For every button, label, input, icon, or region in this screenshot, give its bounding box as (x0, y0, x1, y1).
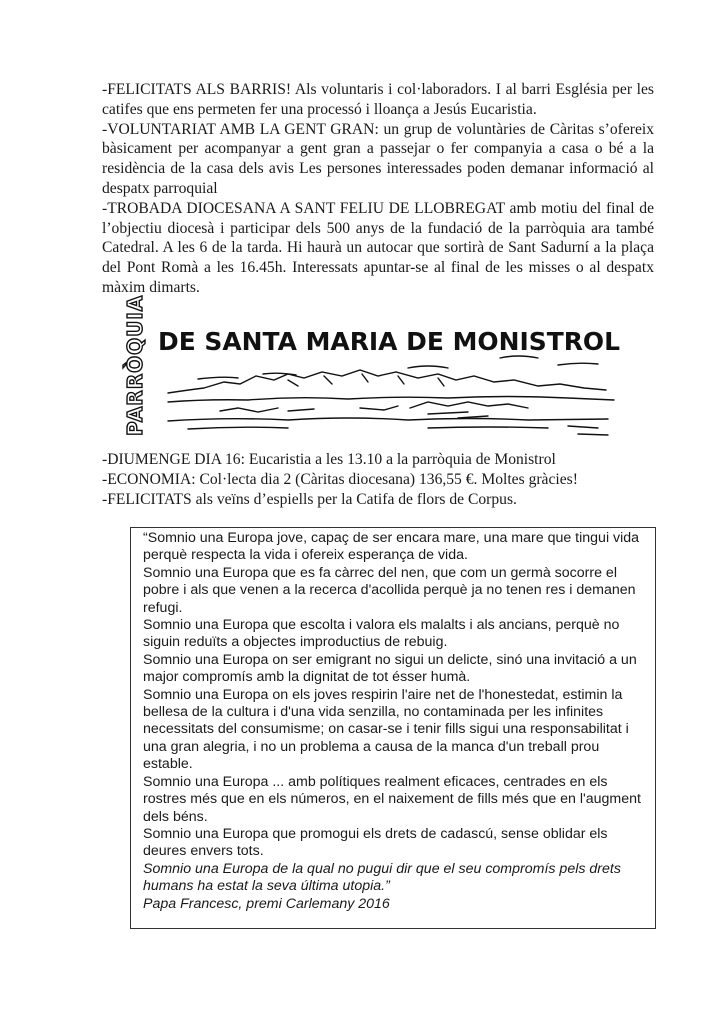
top-announcements (102, 80, 654, 298)
quote-paragraph: Somnio una Europa que escolta i valora els malalts i als ancians, perquè no siguin reduïts a objectes improductius de rebuig. (143, 617, 620, 651)
mountain-landscape-illustration (168, 356, 614, 435)
pope-quote-box (130, 527, 656, 929)
bottom-announcements (102, 450, 654, 509)
announcement-voluntariat: -VOLUNTARIAT AMB LA GENT GRAN: un grup de voluntàries de Càritas s’ofereix bàsicament per acompanyar a gent gran a passejar o fer companyia a casa o bé a la residència de la casa dels avis Les persones interessades poden demanar informació al despatx parroquial (102, 120, 654, 197)
quote-paragraph: Somnio una Europa que promogui els drets de cadascú, sense oblidar els deures envers tots. (143, 825, 608, 860)
banner-side-text: PARRÒQUIA (123, 294, 147, 436)
quote-paragraph: Somnio una Europa on els joves respirin l'aire net de l'honestedat, estimin la bellesa de la cultura i d'una vida senzilla, no contaminada per les infinites necessitats del consumisme; on casar-se i tenir fills sigui una responsabilitat i una gran alegria, i no un problema a causa de la manca d'un treball prou estable. (143, 686, 629, 773)
quote-closing: Somnio una Europa de la qual no pugui dir que el seu compromís pels drets humans ha estat la seva última utopia.” (143, 860, 621, 895)
quote-paragraph: Somnio una Europa ... amb polítiques realment eficaces, centrades en els rostres més que en els números, en el naixement de fills més que en l'augment dels béns. (143, 773, 641, 825)
announcement-barris: -FELICITATS ALS BARRIS! Als voluntaris i col·laboradors. I al barri Església per les catifes que ens permeten fer una processó i lloança a Jesús Eucaristia. (102, 81, 654, 118)
announcement-economia: -ECONOMIA: Col·lecta dia 2 (Càritas diocesana) 136,55 €. Moltes gràcies! (102, 470, 578, 488)
quote-paragraph: Somnio una Europa on ser emigrant no sigui un delicte, sinó una invitació a un major compromís amb la dignitat de tot ésser humà. (143, 651, 637, 686)
announcement-diumenge: -DIUMENGE DIA 16: Eucaristia a les 13.10 a la parròquia de Monistrol (102, 451, 556, 468)
quote-attribution: Papa Francesc, premi Carlemany 2016 (143, 895, 390, 912)
announcement-corpus: -FELICITATS als veïns d’espiells per la Catifa de flors de Corpus. (102, 490, 517, 508)
quote-paragraph: “Somnio una Europa jove, capaç de ser encara mare, una mare que tingui vida perquè respecta la vida i ofereix esperança de vida. (143, 530, 640, 564)
parish-banner (123, 294, 628, 444)
banner-title: DE SANTA MARIA DE MONISTROL (158, 327, 621, 356)
announcement-trobada: -TROBADA DIOCESANA A SANT FELIU DE LLOBREGAT amb motiu del final de l’objectiu diocesà i participar dels 500 anys de la fundació de la parròquia ara també Catedral. A les 6 de la tarda. Hi haurà un autocar que sortirà de Sant Sadurní a la plaça del Pont Romà a les 16.45h. Interessats apuntar-se al final de les misses o al despatx màxim dimarts. (102, 199, 654, 296)
quote-paragraph: Somnio una Europa que es fa càrrec del nen, que com un germà socorre el pobre i als que venen a la recerca d'acollida perquè ja no tenen res i demanen refugi. (143, 564, 636, 616)
